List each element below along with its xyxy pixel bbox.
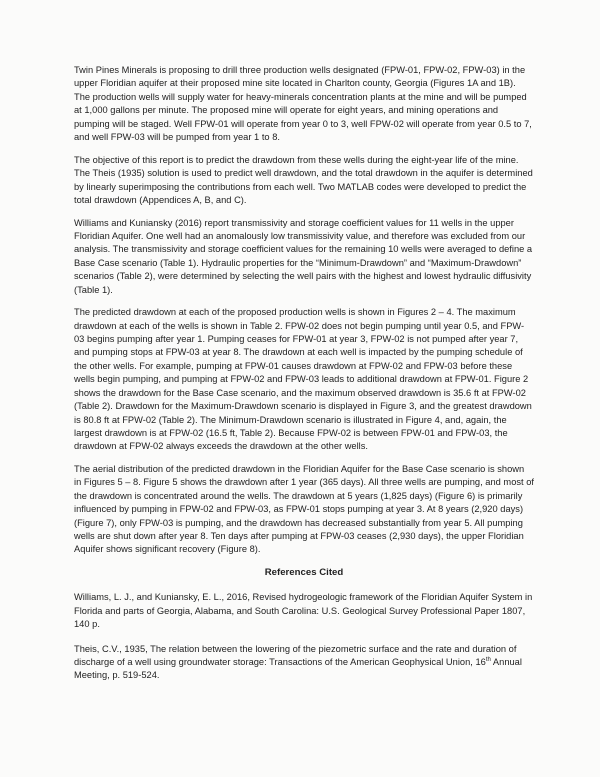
reference-theis-text: Theis, C.V., 1935, The relation between the lowering of the piezometric surface and the rate and duration of discharge of a well using groundwater storage: Transactions of the American Geophysical Union, 16 <box>74 643 517 667</box>
paragraph-aerial-distribution: The aerial distribution of the predicted drawdown in the Floridian Aquifer for the Base Case scenario is shown in Figures 5 – 8. Figure 5 shows the drawdown after 1 year (365 days). All three wells are pumping, and most of the drawdown is concentrated around the wells. The drawdown at 5 years (1,825 days) (Figure 6) is primarily influenced by pumping in FPW-02 and FPW-03, as FPW-01 stops pumping at year 3. At 8 years (2,920 days) (Figure 7), only FPW-03 is pumping, and the drawdown has decreased substantially from year 5. All pumping wells are shut down after year 8. Ten days after pumping at FPW-03 ceases (2,930 days), the upper Floridian Aquifer shows significant recovery (Figure 8). <box>74 463 534 555</box>
paragraph-objective: The objective of this report is to predict the drawdown from these wells during the eight-year life of the mine. The Theis (1935) solution is used to predict well drawdown, and the total drawdown in the aquifer is determined by linearly superimposing the contributions from each well. Two MATLAB codes were developed to predict the total drawdown (Appendices A, B, and C). <box>74 154 533 206</box>
reference-williams: Williams, L. J., and Kuniansky, E. L., 2016, Revised hydrogeologic framework of the Floridian Aquifer System in Florida and parts of Georgia, Alabama, and South Carolina: U.S. Geological Survey Professional Paper 1807, 140 p. <box>74 592 533 630</box>
document-body <box>74 64 534 694</box>
reference-theis-text-end: Annual Meeting, p. 519-524. <box>74 656 522 681</box>
reference-theis-superscript: th <box>485 656 491 663</box>
paragraph-hydraulic-properties: Williams and Kuniansky (2016) report transmissivity and storage coefficient values for 11 wells in the upper Floridian Aquifer. One well had an anomalously low transmissivity value, and therefore was excluded from our analysis. The transmissivity and storage coefficient values for the remaining 10 wells were averaged to define a Base Case scenario (Table 1). Hydraulic properties for the “Minimum-Drawdown” and “Maximum-Drawdown” scenarios (Table 2), were determined by selecting the well pairs with the highest and lowest hydraulic diffusivity (Table 1). <box>74 217 533 295</box>
references-heading: References Cited <box>264 566 344 578</box>
paragraph-predicted-drawdown: The predicted drawdown at each of the proposed production wells is shown in Figures 2 – 4. The maximum drawdown at each of the wells is shown in Table 2. FPW-02 does not begin pumping until year 0.5, and FPW-03 begins pumping after year 1. Pumping ceases for FPW-01 at year 3, FPW-02 is not pumped after year 7, and pumping stops at FPW-03 at year 8. The drawdown at each well is impacted by the pumping schedule of the other wells. For example, pumping at FPW-01 causes drawdown at FPW-02 and FPW-03 before these wells begin pumping, and pumping at FPW-02 and FPW-03 leads to additional drawdown at FPW-01. Figure 2 shows the drawdown for the Base Case scenario, and the maximum observed drawdown is 35.6 ft at FPW-02 (Table 2). Drawdown for the Maximum-Drawdown scenario is displayed in Figure 3, and the greatest drawdown is 80.8 ft at FPW-02 (Table 2). The Minimum-Drawdown scenario is illustrated in Figure 4, and, again, the largest drawdown is at FPW-02 (16.5 ft, Table 2). Because FPW-02 is between FPW-01 and FPW-03, the drawdown at FPW-02 always exceeds the drawdown at the other wells. <box>74 307 532 452</box>
reference-theis <box>74 643 534 683</box>
paragraph-introduction: Twin Pines Minerals is proposing to drill three production wells designated (FPW-01, FPW-02, FPW-03) in the upper Floridian aquifer at their proposed mine site located in Charlton county, Georgia (Figures 1A and 1B). The production wells will supply water for heavy-minerals concentration plants at the mine and will be pumped at 1,000 gallons per minute. The proposed mine will operate for eight years, and mining operations and pumping will be staged. Well FPW-01 will operate from year 0 to 3, well FPW-02 will operate from year 0.5 to 7, and well FPW-03 will be pumped from year 1 to 8. <box>74 65 532 143</box>
